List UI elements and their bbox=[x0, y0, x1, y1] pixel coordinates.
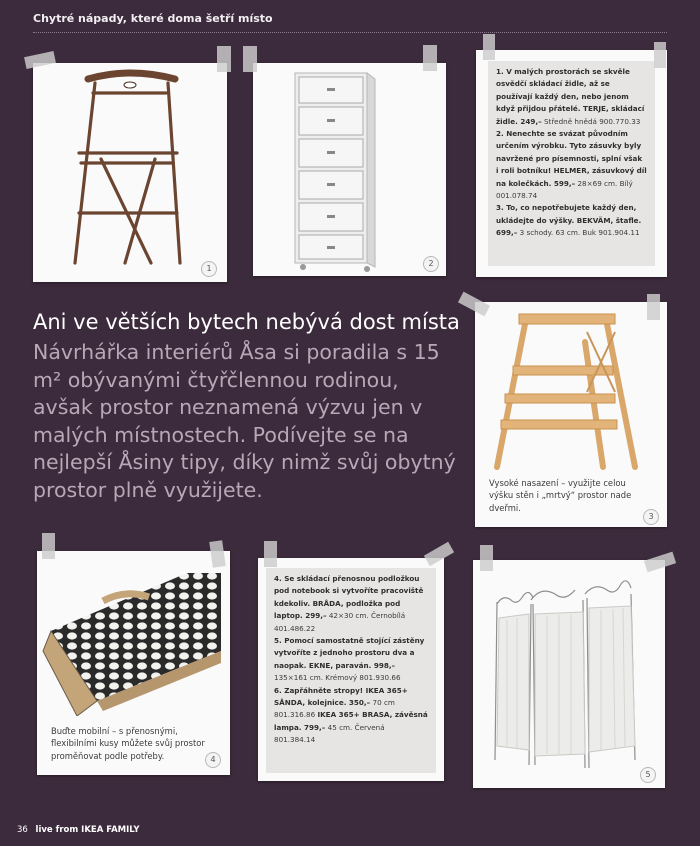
photo-card-chair bbox=[33, 63, 227, 282]
item-number-badge: 5 bbox=[640, 767, 656, 783]
page-footer bbox=[17, 825, 140, 835]
laptop-caption: Buďte mobilní – s přenosnými, flexibilními kusy můžete svůj prostor proměňovat podle potřeby. bbox=[51, 726, 205, 761]
item-number-badge: 4 bbox=[205, 752, 221, 768]
magazine-brand: live from IKEA FAMILY bbox=[35, 825, 140, 835]
tip-6: 6. Zapřáhněte stropy! IKEA 365+ SÅNDA, kolejnice. 350,– 70 cm 801.316.86 IKEA 365+ BRASA, závěsná lampa. 799,– 45 cm. Červená 801.384.14 bbox=[274, 685, 428, 745]
page-number: 36 bbox=[17, 825, 28, 835]
photo-card-ladder bbox=[475, 302, 667, 527]
step-ladder-image bbox=[475, 302, 667, 472]
tip-3: 3. To, co nepotřebujete každý den, ukládejte do výšky. BEKVÄM, štafle. 699,– 3 schody. 63 cm. Buk 901.904.11 bbox=[496, 203, 642, 238]
tips-text-block bbox=[488, 61, 655, 266]
tip-1: 1. V malých prostorách se skvěle osvědčí skládací židle, až se používají každý den, nebo jenom když přijdou přátelé. TERJE, skládací židle. 249,– Středně hnědá 900.770.33 bbox=[496, 67, 645, 126]
tape-strip bbox=[483, 34, 495, 60]
intro-heading: Ani ve větších bytech nebývá dost místa bbox=[33, 310, 460, 334]
tips-card-1 bbox=[476, 50, 667, 277]
tips-text-block bbox=[266, 568, 436, 773]
tip-2: 2. Nenechte se svázat původním určením výrobku. Tyto zásuvky byly navržené pro písemnosti, splní však i roli botníku! HELMER, zásuvkový díl na kolečkách. 599,– 28×69 cm. Bílý 001.078.74 bbox=[496, 129, 647, 201]
tape-strip bbox=[217, 46, 231, 72]
photo-card-screen bbox=[473, 560, 665, 788]
folding-chair-image bbox=[33, 63, 227, 282]
tip-5: 5. Pomocí samostatně stojící zástěny vytvoříte z jednoho prostoru dva a naopak. EKNE, paraván. 998,– 135×161 cm. Krémový 801.930.66 bbox=[274, 636, 425, 683]
page-section-title: Chytré nápady, které doma šetří místo bbox=[33, 12, 273, 25]
tape-strip bbox=[480, 545, 493, 571]
item-number-badge: 2 bbox=[423, 256, 439, 272]
tape-strip bbox=[423, 45, 437, 71]
header-divider bbox=[33, 32, 667, 33]
tape-strip bbox=[647, 294, 660, 320]
intro-lead: Návrhářka interiérů Åsa si poradila s 15 m² obývanými čtyřčlennou rodinou, avšak prostor neznamená výzvu jen v malých místnostech. Podívejte se na nejlepší Åsiny tipy, díky nimž svůj obytný prostor plně využijete. bbox=[33, 340, 456, 502]
item-number-badge: 1 bbox=[201, 261, 217, 277]
photo-card-drawers bbox=[253, 63, 446, 276]
tape-strip bbox=[654, 42, 666, 68]
tips-card-2 bbox=[258, 558, 444, 781]
drawer-unit-image bbox=[253, 63, 446, 276]
photo-card-laptop-support bbox=[37, 551, 230, 775]
ladder-caption: Vysoké nasazení – využijte celou výšku stěn i „mrtvý“ prostor nade dveřmi. bbox=[489, 478, 632, 513]
room-divider-image bbox=[473, 560, 665, 788]
tape-strip bbox=[264, 541, 277, 567]
laptop-support-image bbox=[37, 551, 230, 716]
item-number-badge: 3 bbox=[643, 509, 659, 525]
tape-strip bbox=[42, 533, 55, 559]
tape-strip bbox=[209, 540, 225, 568]
tip-4: 4. Se skládací přenosnou podložkou pod notebook si vytvoříte pracoviště kdekoliv. BRÅDA, podložka pod laptop. 299,– 42×30 cm. Černobílá 401.486.22 bbox=[274, 574, 424, 633]
tape-strip bbox=[243, 46, 257, 72]
